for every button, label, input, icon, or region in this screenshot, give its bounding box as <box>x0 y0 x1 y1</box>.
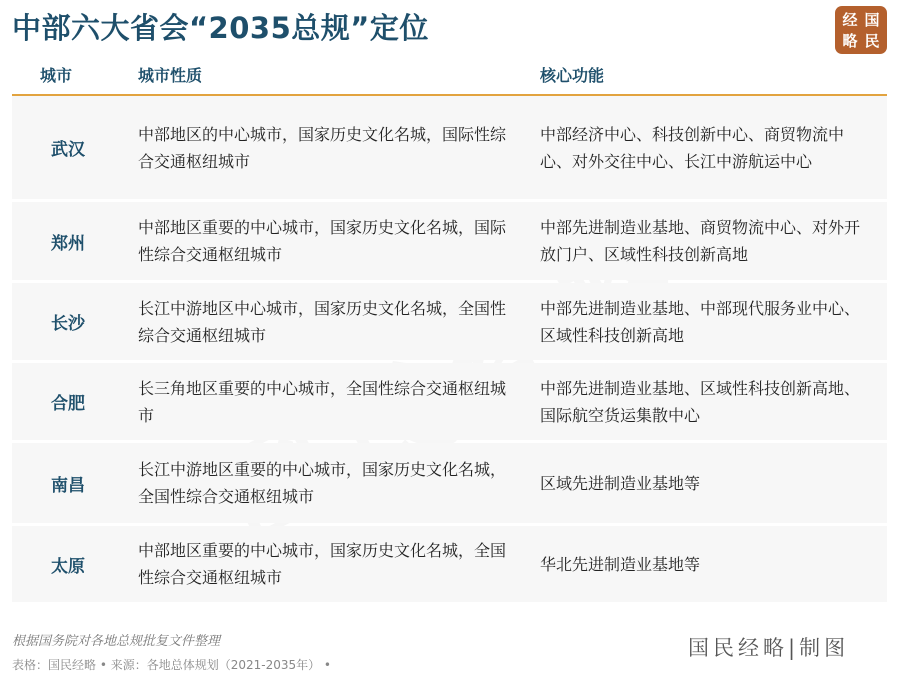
city-cell: 郑州 <box>51 233 85 254</box>
function-cell: 中部经济中心、科技创新中心、商贸物流中心、对外交往中心、长江中游航运中心 <box>540 124 845 171</box>
function-cell: 华北先进制造业基地等 <box>540 554 701 574</box>
city-cell: 长沙 <box>51 314 85 334</box>
table-row <box>12 202 887 280</box>
brand-logo <box>835 6 887 54</box>
logo-char: 国 <box>864 11 880 29</box>
city-cell: 南昌 <box>51 475 85 496</box>
page-title: 中部六大省会“2035总规”定位 <box>12 11 429 45</box>
column-header-city: 城市 <box>40 66 73 85</box>
nature-cell: 长江中游地区重要的中心城市，国家历史文化名城，全国性综合交通枢纽城市 <box>138 460 507 506</box>
function-cell: 中部先进制造业基地、区域性科技创新高地、国际航空货运集散中心 <box>540 378 861 425</box>
table-row <box>12 526 887 602</box>
nature-cell: 长江中游地区中心城市，国家历史文化名城，全国性综合交通枢纽城市 <box>138 298 507 345</box>
footnote: 根据国务院对各地总规批复文件整理 <box>12 634 221 649</box>
table-row <box>12 96 887 199</box>
nature-cell: 中部地区重要的中心城市，国家历史文化名城，国际性综合交通枢纽城市 <box>138 218 507 264</box>
city-cell: 太原 <box>51 556 85 577</box>
function-cell: 区域先进制造业基地等 <box>540 473 701 493</box>
city-table <box>12 96 887 605</box>
table-row <box>12 283 887 360</box>
nature-cell: 长三角地区重要的中心城市，全国性综合交通枢纽城市 <box>138 378 507 425</box>
table-row <box>12 363 887 440</box>
logo-char: 民 <box>864 32 880 50</box>
city-cell: 武汉 <box>51 140 85 160</box>
logo-char: 经 <box>842 11 858 29</box>
nature-cell: 中部地区的中心城市，国家历史文化名城，国际性综合交通枢纽城市 <box>138 124 507 171</box>
nature-cell: 中部地区重要的中心城市，国家历史文化名城，全国性综合交通枢纽城市 <box>138 541 507 587</box>
table-row <box>12 443 887 523</box>
function-cell: 中部先进制造业基地、中部现代服务业中心、区域性科技创新高地 <box>540 298 861 345</box>
column-header-function: 核心功能 <box>540 66 605 85</box>
signature: 国民经略|制图 <box>688 636 850 660</box>
logo-char: 略 <box>842 32 858 50</box>
source-line: 表格：国民经略 • 来源：各地总体规划（2021-2035年） • <box>12 658 332 672</box>
table-header <box>12 58 887 96</box>
city-cell: 合肥 <box>51 394 85 414</box>
function-cell: 中部先进制造业基地、商贸物流中心、对外开放门户、区域性科技创新高地 <box>540 218 861 264</box>
column-header-nature: 城市性质 <box>138 66 203 85</box>
